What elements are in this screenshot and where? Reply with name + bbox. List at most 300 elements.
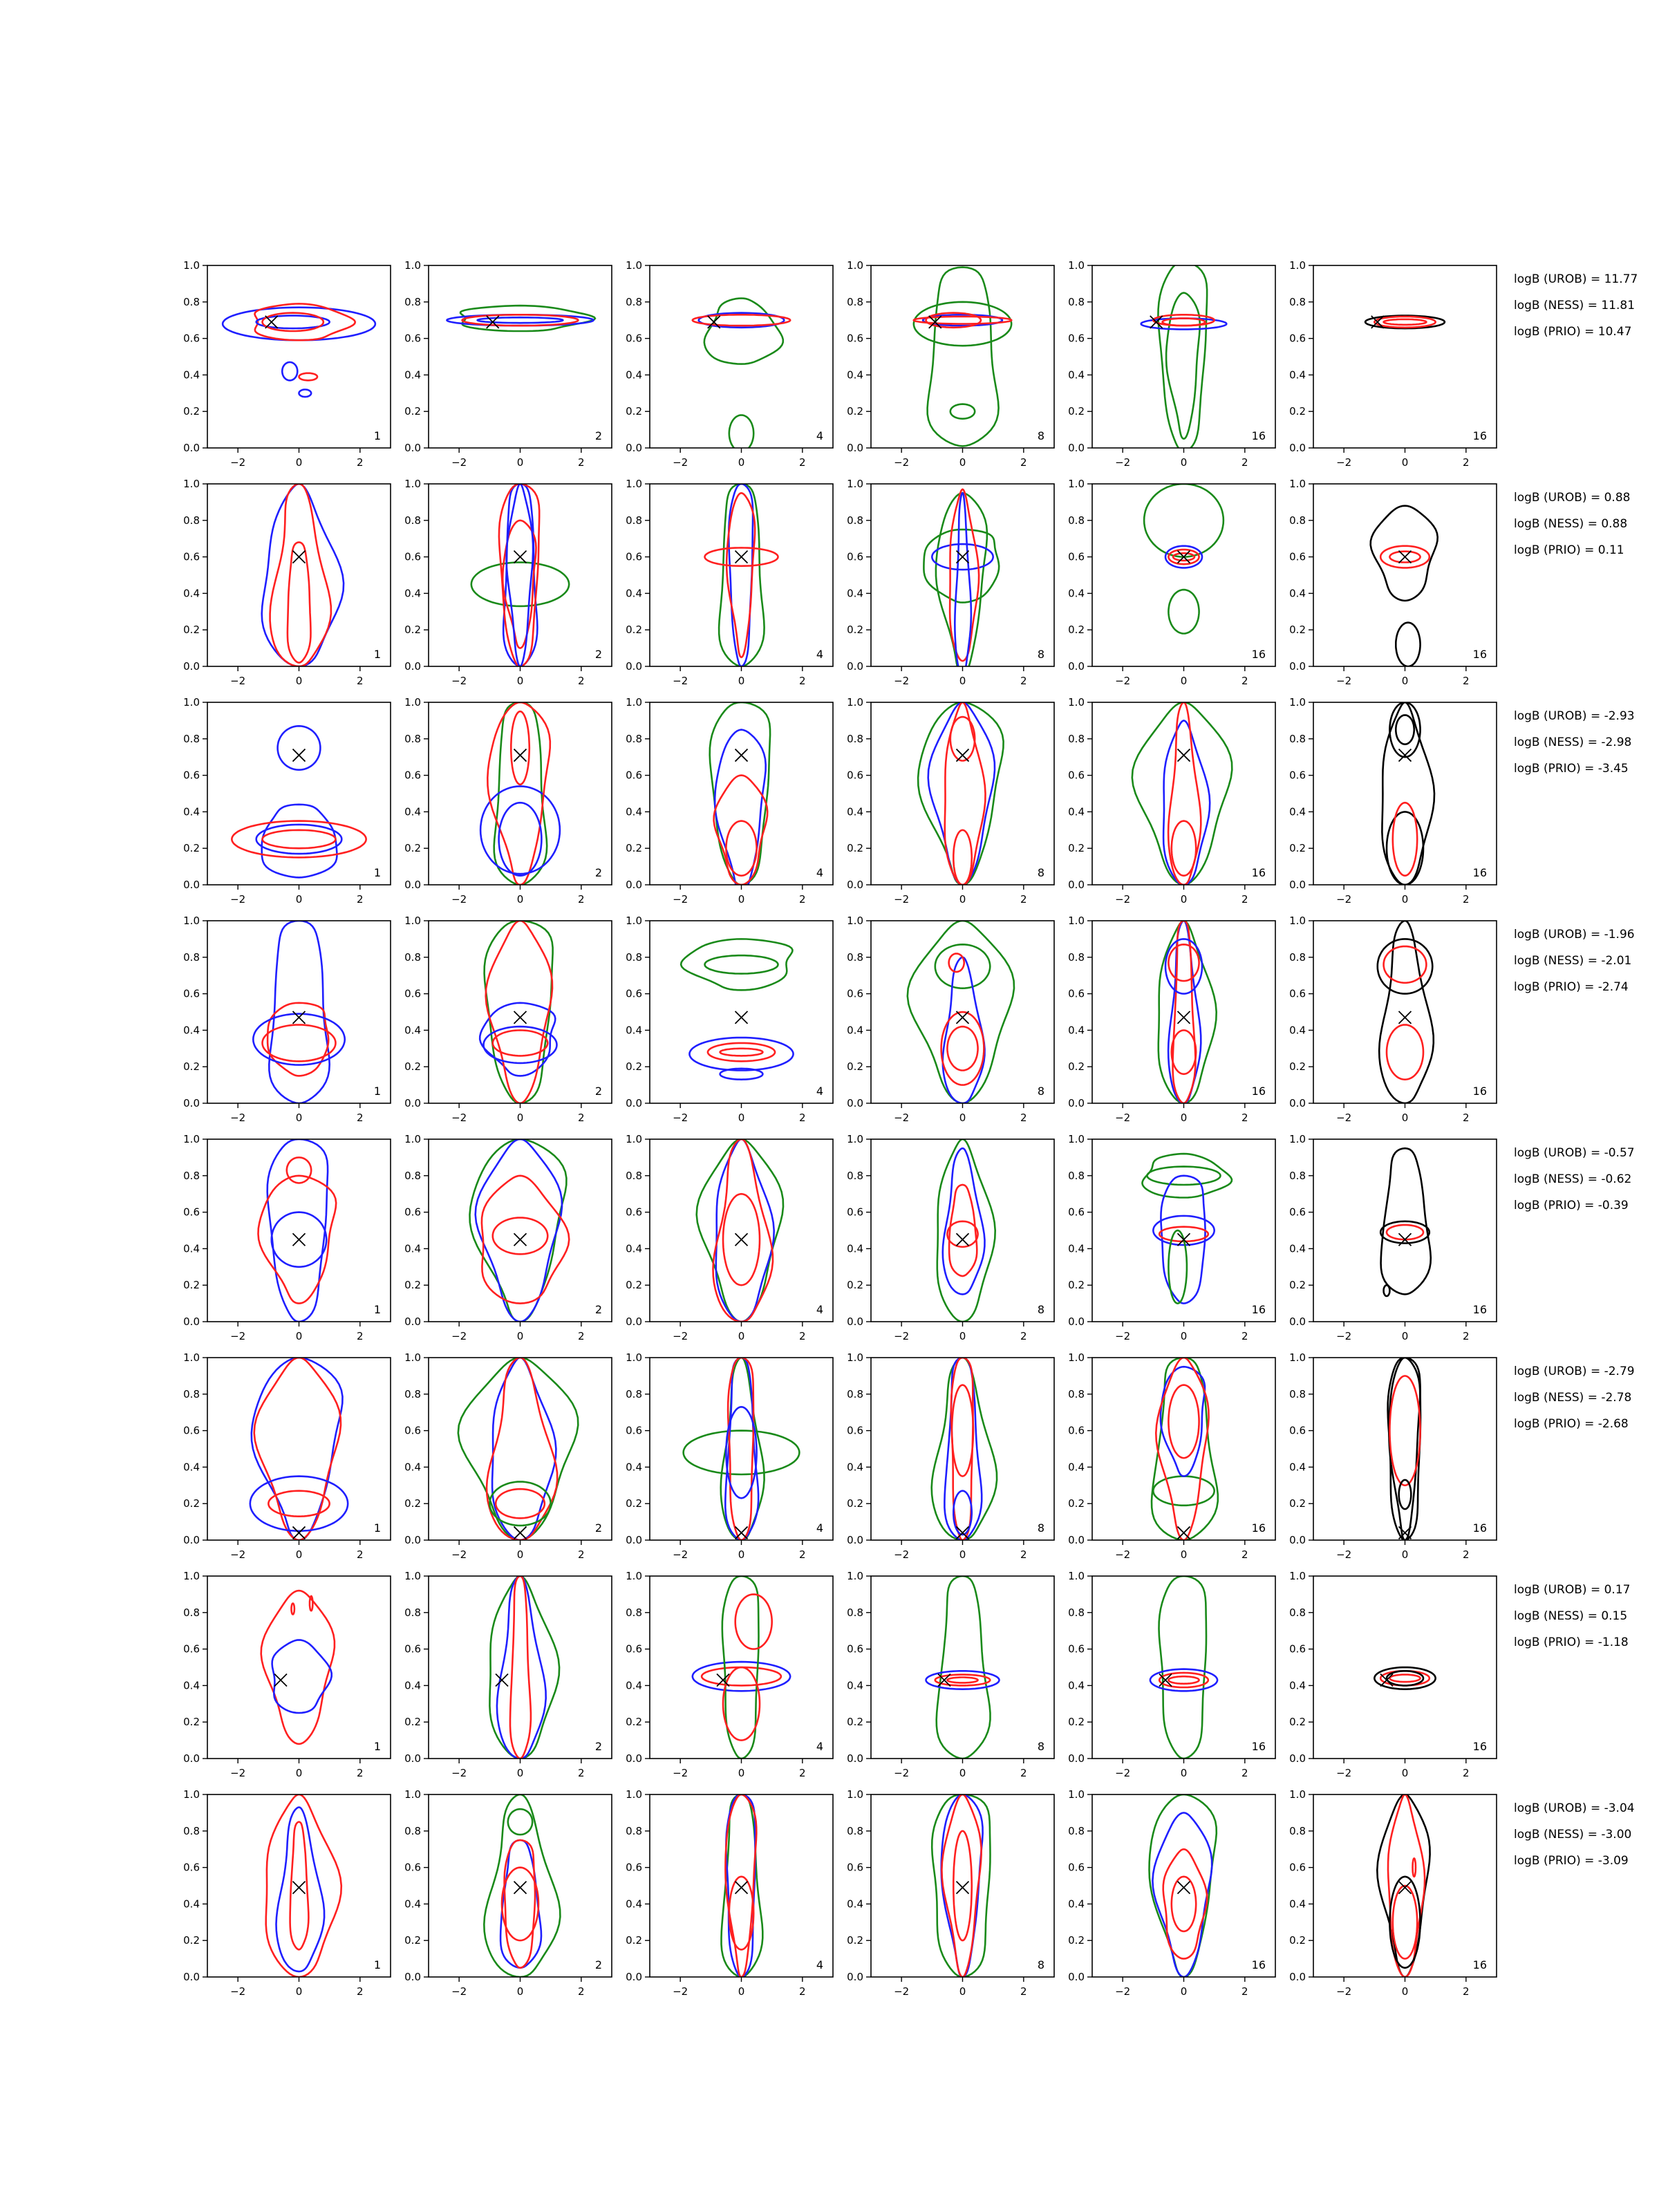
red-contour	[950, 717, 975, 760]
subplot-r3-c2	[404, 696, 612, 906]
blue-contour	[250, 1477, 348, 1531]
y-tick-label: 0.2	[183, 1279, 200, 1292]
y-tick-label: 0.4	[1289, 1679, 1306, 1692]
contour-group	[232, 726, 366, 877]
y-tick-label: 0.8	[626, 732, 642, 745]
y-tick-label: 0.4	[404, 368, 421, 382]
blue-contour	[497, 1576, 546, 1759]
logb-label: logB (PRIO) = -1.18	[1514, 1635, 1629, 1649]
subplot-r1-c2	[404, 259, 612, 469]
y-tick-label: 1.0	[1289, 259, 1306, 272]
y-tick-label: 0.8	[1068, 732, 1085, 745]
y-tick-label: 0.2	[847, 842, 863, 855]
y-tick-label: 0.4	[1068, 587, 1085, 600]
y-tick-label: 0.8	[183, 732, 200, 745]
y-tick-label: 0.2	[183, 1497, 200, 1510]
axes-frame	[207, 265, 391, 448]
blue-contour	[268, 1139, 328, 1322]
true-value-marker	[293, 551, 306, 563]
subplot-r2-c5	[1068, 478, 1275, 687]
x-tick-label: −2	[894, 1112, 910, 1124]
true-value-marker	[1399, 551, 1412, 563]
x-tick-label: 2	[1241, 893, 1248, 906]
y-tick-label: 0.4	[626, 805, 642, 818]
panel-count-label: 8	[1037, 1521, 1044, 1535]
panel-count-label: 2	[594, 1085, 602, 1098]
y-tick-label: 0.6	[847, 332, 863, 345]
axes-frame	[429, 1576, 612, 1759]
y-tick-label: 0.2	[1068, 1060, 1085, 1074]
y-tick-label: 0.2	[847, 1716, 863, 1729]
y-tick-label: 0.2	[183, 842, 200, 855]
panel-count-label: 8	[1037, 429, 1044, 442]
subplot-r5-c4	[847, 1133, 1054, 1342]
red-contour	[232, 821, 366, 858]
true-value-marker	[957, 1011, 969, 1024]
y-tick-label: 1.0	[626, 259, 642, 272]
logb-label: logB (UROB) = 0.88	[1514, 491, 1631, 505]
x-tick-label: 2	[1463, 1985, 1470, 1998]
x-tick-label: 0	[738, 1985, 745, 1998]
axes-frame	[207, 1358, 391, 1540]
panel-count-label: 8	[1037, 1303, 1044, 1316]
true-value-marker	[1178, 1526, 1190, 1539]
panel-count-label: 16	[1251, 648, 1266, 661]
panel-count-label: 4	[816, 1303, 823, 1316]
subplot-r1-c6	[1289, 259, 1497, 469]
y-tick-label: 0.8	[404, 1169, 421, 1182]
x-tick-label: 2	[1463, 893, 1470, 906]
y-tick-label: 1.0	[626, 1788, 642, 1801]
y-tick-label: 0.8	[847, 1387, 863, 1400]
y-tick-label: 0.0	[626, 1315, 642, 1328]
x-tick-label: 0	[516, 1112, 524, 1124]
y-tick-label: 0.8	[1068, 1387, 1085, 1400]
subplot-r2-c2	[404, 478, 612, 687]
y-tick-label: 0.4	[1289, 368, 1306, 382]
y-tick-label: 0.2	[1289, 624, 1306, 637]
y-tick-label: 0.4	[1289, 1242, 1306, 1255]
green-contour	[1153, 1477, 1214, 1506]
x-tick-label: −2	[673, 1985, 688, 1998]
y-tick-label: 1.0	[1289, 1351, 1306, 1364]
true-value-marker	[1178, 1882, 1190, 1894]
red-contour	[953, 830, 972, 885]
y-tick-label: 0.8	[404, 732, 421, 745]
panel-count-label: 1	[373, 429, 381, 442]
subplot-r3-c5	[1068, 696, 1275, 906]
y-tick-label: 0.6	[626, 987, 642, 1000]
subplot-r8-c6	[1289, 1788, 1497, 1998]
true-value-marker	[735, 749, 748, 762]
x-tick-label: −2	[230, 893, 246, 906]
x-tick-label: 0	[959, 456, 966, 469]
y-tick-label: 0.0	[1068, 660, 1085, 673]
x-tick-label: 2	[1463, 1112, 1470, 1124]
x-tick-label: 0	[1180, 1985, 1188, 1998]
x-tick-label: −2	[451, 1985, 467, 1998]
axes-frame	[871, 1794, 1054, 1977]
y-tick-label: 0.8	[626, 1387, 642, 1400]
x-tick-label: −2	[1115, 456, 1131, 469]
y-tick-label: 0.2	[404, 624, 421, 637]
x-tick-label: 0	[516, 1548, 524, 1561]
green-contour	[470, 1139, 567, 1322]
y-tick-label: 1.0	[1289, 1133, 1306, 1145]
contour-group	[480, 921, 556, 1103]
y-tick-label: 0.4	[1289, 587, 1306, 600]
contour-group	[1150, 1576, 1217, 1759]
y-tick-label: 1.0	[847, 259, 863, 272]
green-contour	[705, 955, 778, 973]
y-tick-label: 0.8	[1289, 514, 1306, 527]
black-contour	[1387, 1671, 1423, 1685]
y-tick-label: 0.4	[1289, 1024, 1306, 1037]
x-tick-label: −2	[673, 1767, 688, 1779]
contour-group	[250, 1358, 348, 1540]
x-tick-label: 2	[578, 1330, 585, 1342]
y-tick-label: 0.2	[626, 1934, 642, 1947]
y-tick-label: 0.0	[626, 879, 642, 891]
panel-count-label: 1	[373, 1303, 381, 1316]
panel-count-label: 4	[816, 866, 823, 879]
subplot-r3-c4	[847, 696, 1054, 906]
x-tick-label: 0	[1401, 893, 1409, 906]
y-tick-label: 0.2	[1289, 405, 1306, 418]
y-tick-label: 0.2	[1289, 1716, 1306, 1729]
true-value-marker	[735, 1233, 748, 1246]
red-contour	[1393, 1886, 1417, 1959]
y-tick-label: 0.0	[1068, 1315, 1085, 1328]
green-contour	[681, 939, 792, 990]
panel-count-label: 16	[1472, 648, 1487, 661]
red-contour	[952, 1385, 973, 1477]
y-tick-label: 0.6	[1289, 1424, 1306, 1437]
y-tick-label: 0.0	[1289, 1534, 1306, 1546]
red-contour	[263, 1025, 336, 1062]
logb-label: logB (PRIO) = -3.45	[1514, 762, 1629, 776]
y-tick-label: 0.6	[404, 550, 421, 563]
red-contour	[693, 315, 790, 326]
contour-group	[908, 921, 1014, 1103]
y-tick-label: 1.0	[183, 696, 200, 709]
y-tick-label: 1.0	[847, 478, 863, 490]
x-tick-label: 0	[1180, 1112, 1188, 1124]
x-tick-label: 0	[959, 1112, 966, 1124]
y-tick-label: 0.6	[183, 987, 200, 1000]
y-tick-label: 0.0	[1289, 1971, 1306, 1983]
logb-label: logB (UROB) = -2.79	[1514, 1365, 1635, 1378]
y-tick-label: 0.4	[626, 1679, 642, 1692]
subplot-r7-c1	[183, 1570, 391, 1779]
logb-label: logB (NESS) = 0.15	[1514, 1609, 1628, 1623]
y-tick-label: 0.4	[1289, 1461, 1306, 1474]
green-contour	[704, 299, 783, 364]
contour-group	[1371, 506, 1438, 666]
y-tick-label: 0.6	[626, 1861, 642, 1874]
black-contour	[1389, 1358, 1420, 1540]
true-value-marker	[1178, 1233, 1190, 1246]
x-tick-label: 0	[516, 1985, 524, 1998]
true-value-marker	[735, 1011, 748, 1024]
y-tick-label: 0.6	[404, 1861, 421, 1874]
red-contour	[1387, 1225, 1423, 1239]
y-tick-label: 0.2	[404, 405, 421, 418]
y-tick-label: 1.0	[1289, 478, 1306, 490]
y-tick-label: 0.8	[404, 950, 421, 964]
x-tick-label: 2	[357, 1985, 364, 1998]
y-tick-label: 1.0	[847, 696, 863, 709]
contour-group	[253, 921, 345, 1103]
x-tick-label: 2	[799, 1767, 806, 1779]
y-tick-label: 0.6	[1289, 550, 1306, 563]
x-tick-label: −2	[230, 1112, 246, 1124]
subplot-r8-c5	[1068, 1788, 1275, 1998]
contour-group	[926, 1576, 1000, 1759]
y-tick-label: 0.0	[1068, 1534, 1085, 1546]
y-tick-label: 1.0	[183, 1133, 200, 1145]
x-tick-label: −2	[1115, 1548, 1131, 1561]
logb-label: logB (PRIO) = 10.47	[1514, 325, 1632, 339]
y-tick-label: 0.8	[847, 950, 863, 964]
y-tick-label: 0.0	[183, 1971, 200, 1983]
y-tick-label: 0.4	[183, 587, 200, 600]
x-tick-label: −2	[894, 1767, 910, 1779]
panel-count-label: 2	[594, 1521, 602, 1535]
x-tick-label: −2	[230, 1767, 246, 1779]
red-contour	[510, 1576, 531, 1759]
y-tick-label: 0.8	[1289, 1606, 1306, 1619]
y-tick-label: 0.0	[626, 660, 642, 673]
x-tick-label: −2	[894, 893, 910, 906]
blue-contour	[252, 1358, 343, 1540]
x-tick-label: −2	[451, 1330, 467, 1342]
x-tick-label: −2	[451, 456, 467, 469]
contour-group	[471, 484, 569, 666]
y-tick-label: 0.0	[404, 442, 421, 454]
y-tick-label: 0.8	[1068, 1169, 1085, 1182]
y-tick-label: 0.8	[183, 295, 200, 308]
x-tick-label: 2	[1020, 456, 1027, 469]
panel-count-label: 16	[1472, 1521, 1487, 1535]
x-tick-label: 2	[357, 675, 364, 687]
y-tick-label: 0.8	[183, 1824, 200, 1837]
true-value-marker	[1178, 749, 1190, 762]
contour-group	[223, 303, 375, 397]
y-tick-label: 0.2	[1068, 624, 1085, 637]
contour-group	[1388, 1358, 1421, 1540]
true-value-marker	[514, 1526, 527, 1539]
subplot-r6-c6	[1289, 1351, 1497, 1561]
panel-count-label: 16	[1251, 866, 1266, 879]
axes-frame	[650, 484, 833, 666]
x-tick-label: 0	[738, 1330, 745, 1342]
red-contour	[254, 1358, 341, 1540]
y-tick-label: 0.4	[404, 1679, 421, 1692]
y-tick-label: 1.0	[1068, 259, 1085, 272]
x-tick-label: 0	[295, 893, 303, 906]
y-tick-label: 0.4	[1289, 1897, 1306, 1911]
red-contour	[511, 711, 529, 785]
x-tick-label: 0	[1401, 456, 1409, 469]
contour-group	[447, 306, 595, 331]
axes-frame	[207, 484, 391, 666]
x-tick-label: 0	[738, 456, 745, 469]
y-tick-label: 0.0	[626, 1534, 642, 1546]
y-tick-label: 0.0	[847, 660, 863, 673]
contour-group	[937, 1139, 995, 1322]
y-tick-label: 0.6	[1068, 1206, 1085, 1219]
x-tick-label: 0	[959, 1985, 966, 1998]
red-contour	[1387, 1025, 1423, 1080]
y-tick-label: 0.6	[1068, 550, 1085, 563]
axes-frame	[1092, 484, 1275, 666]
red-contour	[726, 821, 756, 876]
black-contour	[1396, 623, 1420, 666]
y-tick-label: 0.2	[626, 842, 642, 855]
subplot-r4-c2	[404, 915, 612, 1124]
axes-frame	[1313, 1358, 1497, 1540]
blue-contour	[1152, 1812, 1212, 1977]
contour-group	[693, 1576, 790, 1759]
y-tick-label: 0.4	[183, 1024, 200, 1037]
y-tick-label: 0.6	[404, 1424, 421, 1437]
subplot-r5-c1	[183, 1133, 391, 1342]
green-contour	[719, 484, 765, 666]
axes-frame	[429, 1139, 612, 1322]
green-contour	[697, 1139, 783, 1322]
y-tick-label: 0.0	[847, 1097, 863, 1109]
y-tick-label: 1.0	[183, 915, 200, 927]
y-tick-label: 0.0	[1068, 1971, 1085, 1983]
y-tick-label: 0.2	[404, 1279, 421, 1292]
y-tick-label: 0.4	[1068, 805, 1085, 818]
panel-count-label: 4	[816, 1085, 823, 1098]
x-tick-label: 0	[959, 675, 966, 687]
true-value-marker	[514, 551, 527, 563]
x-tick-label: 0	[295, 1985, 303, 1998]
subplot-r6-c5	[1068, 1351, 1275, 1561]
blue-contour	[480, 786, 560, 874]
x-tick-label: 0	[738, 1767, 745, 1779]
y-tick-label: 0.0	[847, 1315, 863, 1328]
x-tick-label: 0	[516, 456, 524, 469]
panel-count-label: 1	[373, 1085, 381, 1098]
y-tick-label: 0.2	[404, 1716, 421, 1729]
y-tick-label: 0.8	[1068, 1824, 1085, 1837]
subplot-r6-c4	[847, 1351, 1054, 1561]
x-tick-label: 2	[1463, 1330, 1470, 1342]
y-tick-label: 0.6	[847, 987, 863, 1000]
x-tick-label: 2	[1463, 1767, 1470, 1779]
y-tick-label: 0.4	[847, 1461, 863, 1474]
panel-count-label: 16	[1472, 1085, 1487, 1098]
x-tick-label: −2	[673, 1548, 688, 1561]
x-tick-label: −2	[451, 675, 467, 687]
red-contour	[1384, 946, 1427, 983]
x-tick-label: −2	[230, 1330, 246, 1342]
red-contour	[1159, 1673, 1208, 1687]
axes-frame	[1092, 1576, 1275, 1759]
contour-group	[1152, 1358, 1218, 1540]
y-tick-label: 1.0	[1068, 1351, 1085, 1364]
contour-group	[259, 1139, 337, 1322]
x-tick-label: 0	[738, 893, 745, 906]
x-tick-label: 2	[578, 1767, 585, 1779]
y-tick-label: 0.4	[404, 1024, 421, 1037]
x-tick-label: 2	[799, 675, 806, 687]
x-tick-label: −2	[673, 1112, 688, 1124]
x-tick-label: 0	[1401, 1985, 1409, 1998]
x-tick-label: 2	[578, 456, 585, 469]
y-tick-label: 0.0	[1289, 1097, 1306, 1109]
y-tick-label: 0.6	[847, 1206, 863, 1219]
y-tick-label: 0.2	[183, 624, 200, 637]
green-contour	[1132, 702, 1232, 885]
x-tick-label: 0	[959, 1767, 966, 1779]
y-tick-label: 0.8	[626, 1824, 642, 1837]
y-tick-label: 0.0	[183, 1534, 200, 1546]
panel-count-label: 8	[1037, 648, 1044, 661]
y-tick-label: 1.0	[626, 1570, 642, 1582]
blue-contour	[926, 1671, 1000, 1689]
y-tick-label: 0.8	[183, 950, 200, 964]
x-tick-label: 0	[738, 675, 745, 687]
axes-frame	[1313, 265, 1497, 448]
axes-frame	[650, 1139, 833, 1322]
logb-label: logB (NESS) = 0.88	[1514, 517, 1628, 531]
contour-group	[924, 489, 999, 675]
x-tick-label: 2	[1463, 675, 1470, 687]
panel-count-label: 16	[1472, 1303, 1487, 1316]
y-tick-label: 0.2	[1068, 1497, 1085, 1510]
y-tick-label: 0.6	[847, 550, 863, 563]
y-tick-label: 0.4	[404, 587, 421, 600]
y-tick-label: 0.8	[404, 1387, 421, 1400]
red-contour	[292, 1604, 294, 1615]
y-tick-label: 0.0	[183, 1752, 200, 1765]
y-tick-label: 0.8	[626, 1606, 642, 1619]
subplot-r7-c2	[404, 1570, 612, 1779]
x-tick-label: 2	[1241, 1767, 1248, 1779]
y-tick-label: 1.0	[1068, 696, 1085, 709]
y-tick-label: 0.8	[847, 514, 863, 527]
subplot-r6-c3	[626, 1351, 833, 1561]
y-tick-label: 0.4	[1068, 1679, 1085, 1692]
contour-group	[684, 1358, 800, 1540]
axes-frame	[429, 702, 612, 885]
panel-count-label: 16	[1251, 1958, 1266, 1971]
x-tick-label: 2	[578, 1985, 585, 1998]
logb-label: logB (NESS) = 11.81	[1514, 299, 1635, 312]
panel-count-label: 4	[816, 1521, 823, 1535]
x-tick-label: 2	[799, 1985, 806, 1998]
x-tick-label: 0	[516, 1767, 524, 1779]
contour-group	[681, 939, 794, 1079]
x-tick-label: 0	[1180, 675, 1188, 687]
logb-label: logB (UROB) = -3.04	[1514, 1801, 1635, 1815]
y-tick-label: 0.8	[1068, 295, 1085, 308]
x-tick-label: 2	[1241, 1330, 1248, 1342]
y-tick-label: 0.4	[626, 1024, 642, 1037]
y-tick-label: 1.0	[847, 1133, 863, 1145]
contour-group	[266, 1794, 341, 1977]
x-tick-label: 0	[1180, 893, 1188, 906]
x-tick-label: 2	[799, 456, 806, 469]
x-tick-label: −2	[1115, 1330, 1131, 1342]
red-contour	[496, 1489, 545, 1518]
blue-contour	[278, 726, 321, 769]
